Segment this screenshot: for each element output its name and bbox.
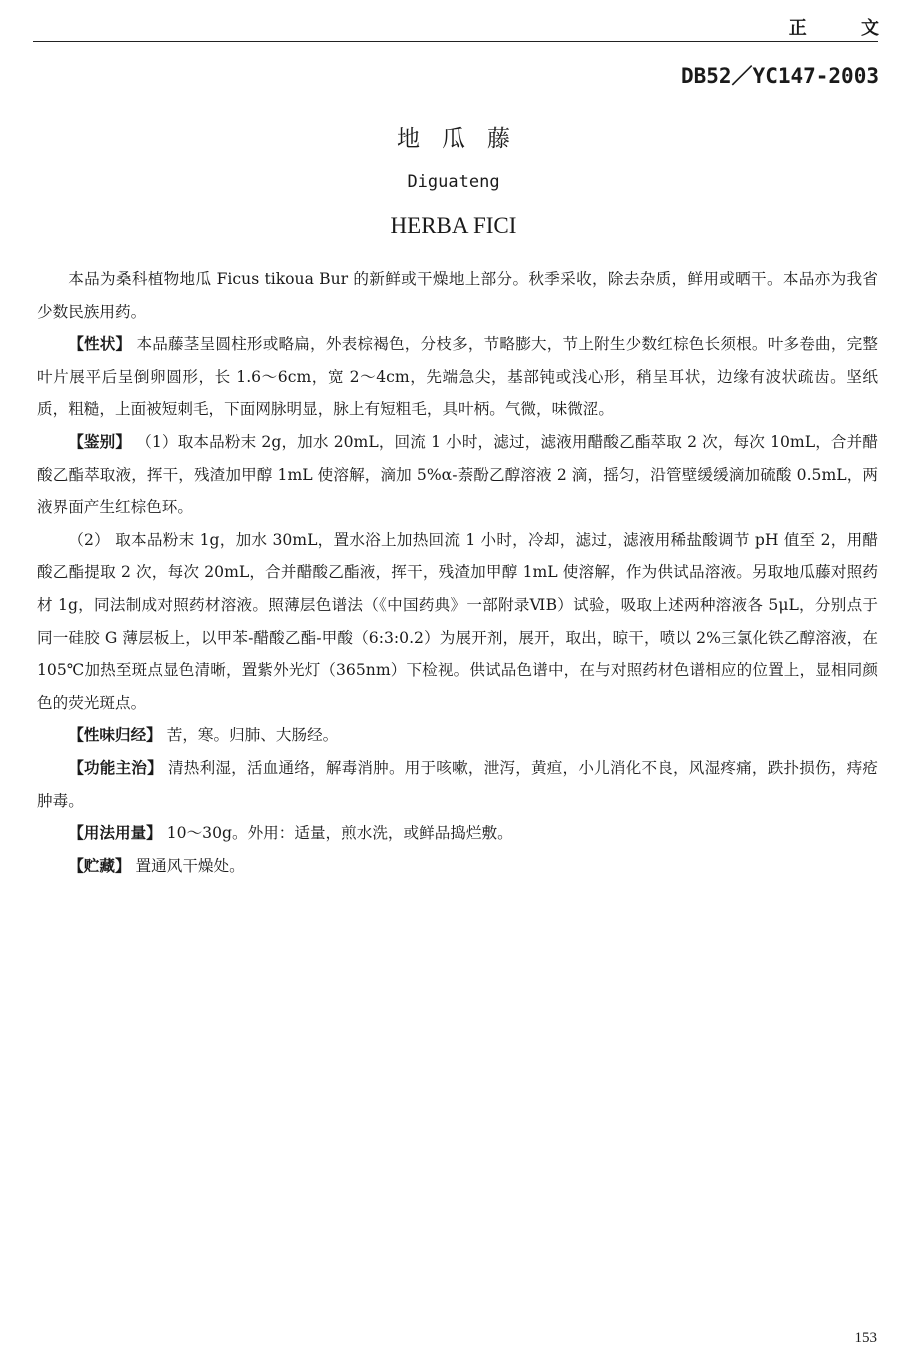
nature-paragraph xyxy=(37,719,878,752)
storage-text: 置通风干燥处。 xyxy=(130,856,245,875)
title-pinyin: Diguateng xyxy=(407,172,500,192)
storage-label: 【贮藏】 xyxy=(68,855,131,875)
identification-text-1: （1）取本品粉末 2g，加水 20mL，回流 1 小时，滤过，滤液用醋酸乙酯萃取 2 次，每次 10mL，合并醋酸乙酯萃取液，挥干，残渣加甲醇 1mL 使溶解，滴加 5%α-萘酚乙醇溶液 2 滴，摇匀，沿管壁缓缓滴加硫酸 0.5mL，两液界面产生红棕色环。 xyxy=(37,432,878,517)
identification-paragraph-2: （2） 取本品粉末 1g，加水 30mL，置水浴上加热回流 1 小时，冷却，滤过，滤液用稀盐酸调节 pH 值至 2，用醋酸乙酯提取 2 次，每次 20mL，合并醋酸乙酯液，挥干，残渣加甲醇 1mL 使溶解，作为供试品溶液。另取地瓜藤对照药材 1g，同法制成对照药材溶液。照薄层色谱法（《中国药典》一部附录ⅥB）试验，吸取上述两种溶液各 5μL，分别点于同一硅胶 G 薄层板上，以甲苯-醋酸乙酯-甲酸（6:3:0.2）为展开剂，展开，取出，晾干，喷以 2%三氯化铁乙醇溶液，在 105℃加热至斑点显色清晰，置紫外光灯（365nm）下检视。供试品色谱中，在与对照药材色谱相应的位置上，显相同颜色的荧光斑点。 xyxy=(37,530,878,712)
functions-paragraph xyxy=(37,752,878,817)
usage-text: 10～30g。外用：适量，煎水洗，或鲜品捣烂敷。 xyxy=(161,824,513,843)
properties-text: 本品藤茎呈圆柱形或略扁，外表棕褐色，分枝多，节略膨大，节上附生少数红棕色长须根。叶多卷曲，完整叶片展平后呈倒卵圆形，长 1.6～6cm，宽 2～4cm，先端急尖，基部钝或浅心形，稍呈耳状，边缘有波状疏齿。坚纸质，粗糙，上面被短刺毛，下面网脉明显，脉上有短粗毛，具叶柄。气微，味微涩。 xyxy=(37,335,878,419)
properties-label: 【性状】 xyxy=(68,334,132,354)
section-label: 正 文 xyxy=(788,18,903,39)
functions-text: 清热利湿，活血通络，解毒消肿。用于咳嗽，泄泻，黄疸，小儿消化不良，风湿疼痛，跌扑损伤，痔疮肿毒。 xyxy=(37,758,878,810)
identification-paragraph xyxy=(37,426,878,524)
standard-code: DB52／YC147-2003 xyxy=(680,64,879,88)
properties-paragraph xyxy=(37,328,878,426)
usage-paragraph xyxy=(37,817,878,850)
title-latin: HERBA FICI xyxy=(390,213,517,238)
monograph-body xyxy=(37,263,878,882)
functions-label: 【功能主治】 xyxy=(68,757,163,777)
nature-label: 【性味归经】 xyxy=(68,725,162,745)
nature-text: 苦，寒。归肺、大肠经。 xyxy=(161,726,339,745)
title-chinese: 地瓜藤 xyxy=(397,126,532,152)
page-number: 153 xyxy=(854,1330,877,1346)
header-divider xyxy=(33,41,878,42)
intro-paragraph: 本品为桑科植物地瓜 Ficus tikoua Bur 的新鲜或干燥地上部分。秋季采收，除去杂质，鲜用或晒干。本品亦为我省少数民族用药。 xyxy=(37,270,878,321)
storage-paragraph xyxy=(37,850,878,883)
identification-label: 【鉴别】 xyxy=(68,431,132,451)
usage-label: 【用法用量】 xyxy=(68,823,162,843)
